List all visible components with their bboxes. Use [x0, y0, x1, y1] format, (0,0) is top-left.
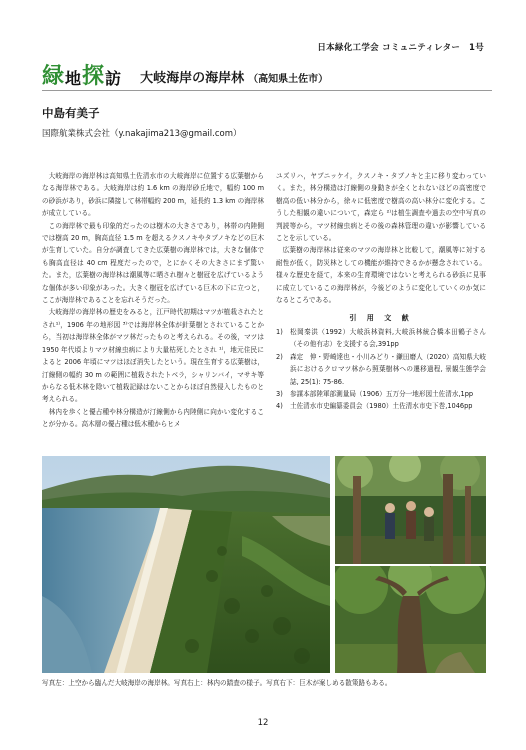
body-paragraph: ユズリハ，ヤブニッケイ，クスノキ・タブノキと主に移り変わっていく。また，林分構造は汀線側の身動きが全くとれないほどの高密度で樹高の低い林分から，徐々に低密度で樹高の高い林分に変化する。こうした相観の違いについて，森定ら ²⁾は植生調査や過去の空中写真の判読等から，マツ材線虫病とその後の森林管理の違いが影響していることを示している。 [276, 172, 486, 243]
series-kanji-4: 訪 [105, 69, 122, 88]
reference-item [276, 388, 486, 400]
author-name: 中島有美子 [42, 106, 100, 120]
giant-tree-illustration [335, 566, 486, 673]
series-kanji-2: 地 [65, 69, 82, 88]
body-paragraph: 大岐海岸の海岸林の歴史をみると，江戸時代初期はマツが植栽されたとされ¹⁾，1906 年の地形図 ³⁾では海岸林全体が針葉樹とされていることから，当初は海岸林全体がマツ林だったものと考えられる。その後，マツは 1950 年代頃よりマツ材線虫病により大量枯死したとされ ¹⁾，地元住民によると 2006 年頃にマツはほぼ消失したという。現在生育する広葉樹は，汀線側の幅約 30 m の範囲に植栽されたトベラ，シャリンバイ，マサキ等からなる低木林を除いて植栽記録はないことからほぼ自然侵入したものと考えられる。 [42, 308, 264, 404]
reference-text: 松岡秦洪（1992）大岐浜林資料,大岐浜林統合橋本田鶴子さん（その他有志）を支援する会,391pp [290, 327, 486, 349]
aerial-coast-photo [42, 456, 330, 673]
reference-number: 1) [276, 327, 283, 336]
title-divider [42, 90, 492, 91]
series-kanji-3: 探 [82, 64, 105, 89]
article-title: 大岐海岸の海岸林 [140, 71, 245, 86]
title-row [42, 58, 328, 88]
reference-text: 森定 伸・野崎達也・小川みどり・鎌田磨人（2020）高知県大岐浜におけるクロマツ林から照葉樹林への遷移過程, 景観生態学会誌, 25(1): 75-86. [290, 352, 486, 386]
page-number: 12 [257, 718, 269, 728]
reference-text: 参謀本部陸軍部測量局（1906）五万分一地形図土佐清水,1pp [290, 389, 474, 398]
giant-tree-path-photo [335, 566, 486, 673]
body-paragraph: 林内を歩くと優占種や林分構造が汀線側から内陸側に向かい変化することが分かる。高木層の優占種は低木種からヒメ [42, 407, 264, 429]
author-affiliation: 国際航業株式会社（y.nakajima213@gmail.com） [42, 129, 242, 139]
series-kanji-1: 緑 [42, 64, 65, 89]
photo-caption: 写真左：上空から臨んだ大岐海岸の海岸林。写真右上：林内の踏査の様子。写真右下：巨木が案しめる散策路もある。 [42, 679, 392, 687]
forest-survey-illustration [335, 456, 486, 564]
forest-survey-photo [335, 456, 486, 564]
reference-number: 3) [276, 389, 283, 398]
body-column-right [276, 170, 486, 413]
body-column-left [42, 170, 264, 431]
aerial-coast-illustration [42, 456, 330, 673]
page-header: 日本緑化工学会 コミュニティレター 1号 [317, 43, 484, 53]
reference-item [276, 326, 486, 351]
body-paragraph: 広葉樹の海岸林は従来のマツの海岸林と比較して，潮風等に対する耐性が低く，防災林としての機能が維持できるかが懸念されている。様々な歴史を経て，本来の生育環境ではないと考えられる砂浜に見事に成立しているこの海岸林が，今後どのように変化していくのか気になるところである。 [276, 246, 486, 305]
reference-number: 2) [276, 352, 283, 361]
body-paragraph: 大岐海岸の海岸林は高知県土佐清水市の大岐海岸に位置する広葉樹からなる海岸林である。大岐海岸は約 1.6 km の海岸砂丘地で，幅約 100 m の砂浜があり，砂浜に隣接して林帯幅約 200 m，延長約 1.3 km の海岸林が成立している。 [42, 172, 264, 218]
reference-number: 4) [276, 402, 283, 411]
article-location: （高知県土佐市） [248, 74, 329, 85]
reference-item [276, 400, 486, 412]
references-heading: 引 用 文 献 [349, 314, 413, 323]
reference-text: 土佐清水市史編纂委員会（1980）土佐清水市史下巻,1046pp [290, 402, 473, 411]
body-paragraph: この海岸林で最も印象的だったのは樹木の大きさであり，林帯の内陸側では樹高 20 m，胸高直径 1.5 m を超えるクスノキやタブノキなどの巨木が生育していた。自分が調査してきた広葉樹の海岸林では，大きな個体でも胸高直径は 40 cm 程度だったので，とにかくその大きさにまず驚いた。また，広葉樹の海岸林は潮風等に晒され樹々と樹冠を広げているような個体が多い印象があった。大きく樹冠を広げている巨木の下に立つと，ここが海岸林であることを忘れそうだった。 [42, 221, 264, 305]
reference-item [276, 351, 486, 388]
